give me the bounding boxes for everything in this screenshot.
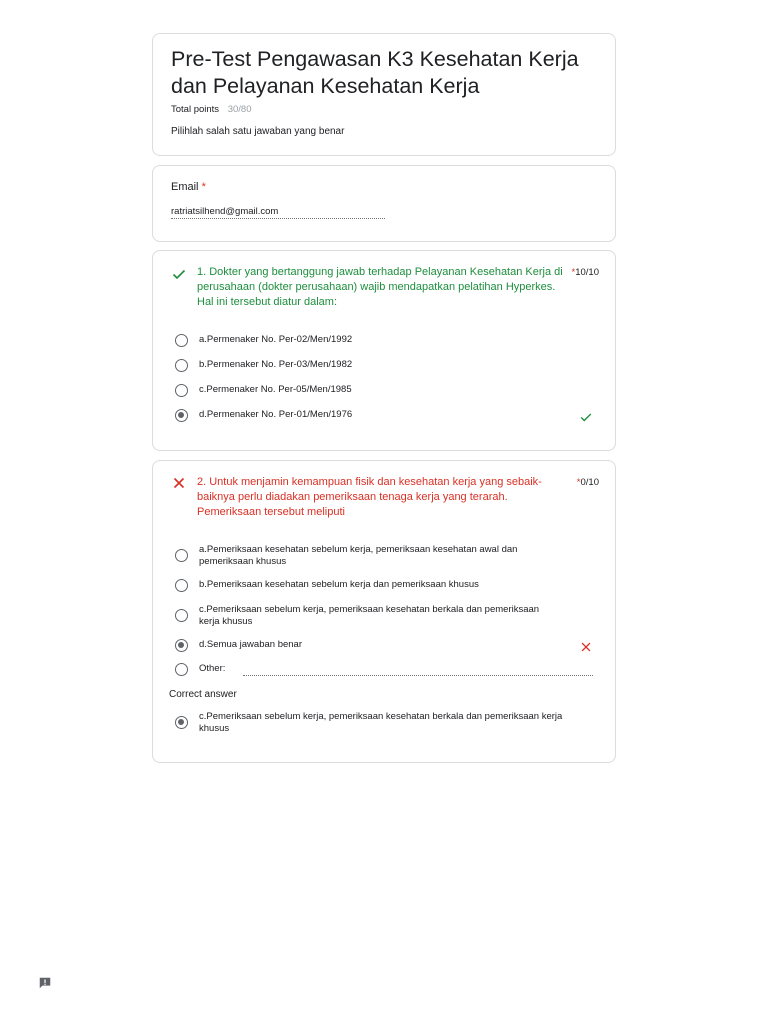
option-label: d.Permenaker No. Per-01/Men/1976 <box>199 409 353 420</box>
form-description: Pilihlah salah satu jawaban yang benar <box>171 126 345 137</box>
required-marker: * <box>201 181 206 193</box>
radio-button-selected <box>175 716 188 729</box>
question-text: 2. Untuk menjamin kemampuan fisik dan kesehatan kerja yang sebaik-baiknya perlu diadakan pemeriksaan tenaga kerja yang terarah. Pemeriksaan tersebut meliputi <box>197 476 542 518</box>
question-score <box>577 477 599 488</box>
report-issue-icon[interactable] <box>38 976 52 990</box>
close-icon <box>171 475 187 491</box>
radio-button[interactable] <box>175 334 188 347</box>
question-card-1 <box>152 250 616 451</box>
answer-option[interactable] <box>175 334 595 350</box>
email-field[interactable]: ratriatsilhend@gmail.com <box>171 206 385 219</box>
other-input[interactable] <box>243 675 593 676</box>
radio-button[interactable] <box>175 609 188 622</box>
answer-option[interactable] <box>175 359 595 375</box>
correct-answer-option <box>175 711 595 734</box>
answer-option[interactable] <box>175 544 595 567</box>
email-label-text: Email <box>171 181 199 193</box>
radio-button[interactable] <box>175 663 188 676</box>
correct-answer-heading: Correct answer <box>169 689 237 700</box>
email-card <box>152 165 616 242</box>
check-icon <box>171 266 187 282</box>
radio-button-selected[interactable] <box>175 639 188 652</box>
radio-button[interactable] <box>175 549 188 562</box>
question-score <box>572 267 599 278</box>
email-label <box>171 181 206 193</box>
answer-option-other[interactable] <box>175 663 595 679</box>
option-label: a.Permenaker No. Per-02/Men/1992 <box>199 334 353 345</box>
total-points-label: Total points <box>171 104 220 115</box>
option-label: d.Semua jawaban benar <box>199 639 302 650</box>
total-points <box>171 104 251 115</box>
answer-option-selected[interactable] <box>175 639 595 655</box>
required-marker: * <box>576 477 581 488</box>
answer-option[interactable] <box>175 579 595 595</box>
radio-button[interactable] <box>175 384 188 397</box>
option-label: c.Permenaker No. Per-05/Men/1985 <box>199 384 352 395</box>
check-icon <box>579 410 593 424</box>
answer-option[interactable] <box>175 384 595 400</box>
option-label: c.Pemeriksaan sebelum kerja, pemeriksaan kesehatan berkala dan pemeriksaan kerja khusus <box>199 604 540 627</box>
required-marker: * <box>571 267 576 278</box>
score-value: 10/10 <box>575 267 599 278</box>
question-text: 1. Dokter yang bertanggung jawab terhadap Pelayanan Kesehatan Kerja di perusahaan (dokter perusahaan) wajib mendapatkan pelatihan Hyperkes. Hal ini tersebut diatur dalam: <box>197 266 563 308</box>
total-points-value: 30/80 <box>227 104 252 115</box>
other-label: Other: <box>199 663 226 674</box>
answer-option-selected[interactable] <box>175 409 595 425</box>
option-label: b.Permenaker No. Per-03/Men/1982 <box>199 359 353 370</box>
option-label: a.Pemeriksaan kesehatan sebelum kerja, pemeriksaan kesehatan awal dan pemeriksaan khusus <box>199 544 518 567</box>
score-value: 0/10 <box>580 477 599 488</box>
radio-button-selected[interactable] <box>175 409 188 422</box>
question-card-2 <box>152 460 616 763</box>
radio-button[interactable] <box>175 579 188 592</box>
correct-answer-label: c.Pemeriksaan sebelum kerja, pemeriksaan kesehatan berkala dan pemeriksaan kerja khusus <box>199 711 563 734</box>
option-label: b.Pemeriksaan kesehatan sebelum kerja dan pemeriksaan khusus <box>199 579 479 590</box>
radio-button[interactable] <box>175 359 188 372</box>
close-icon <box>579 640 593 654</box>
form-header-card <box>152 33 616 156</box>
form-title: Pre-Test Pengawasan K3 Kesehatan Kerja dan Pelayanan Kesehatan Kerja <box>171 47 579 98</box>
answer-option[interactable] <box>175 604 595 627</box>
